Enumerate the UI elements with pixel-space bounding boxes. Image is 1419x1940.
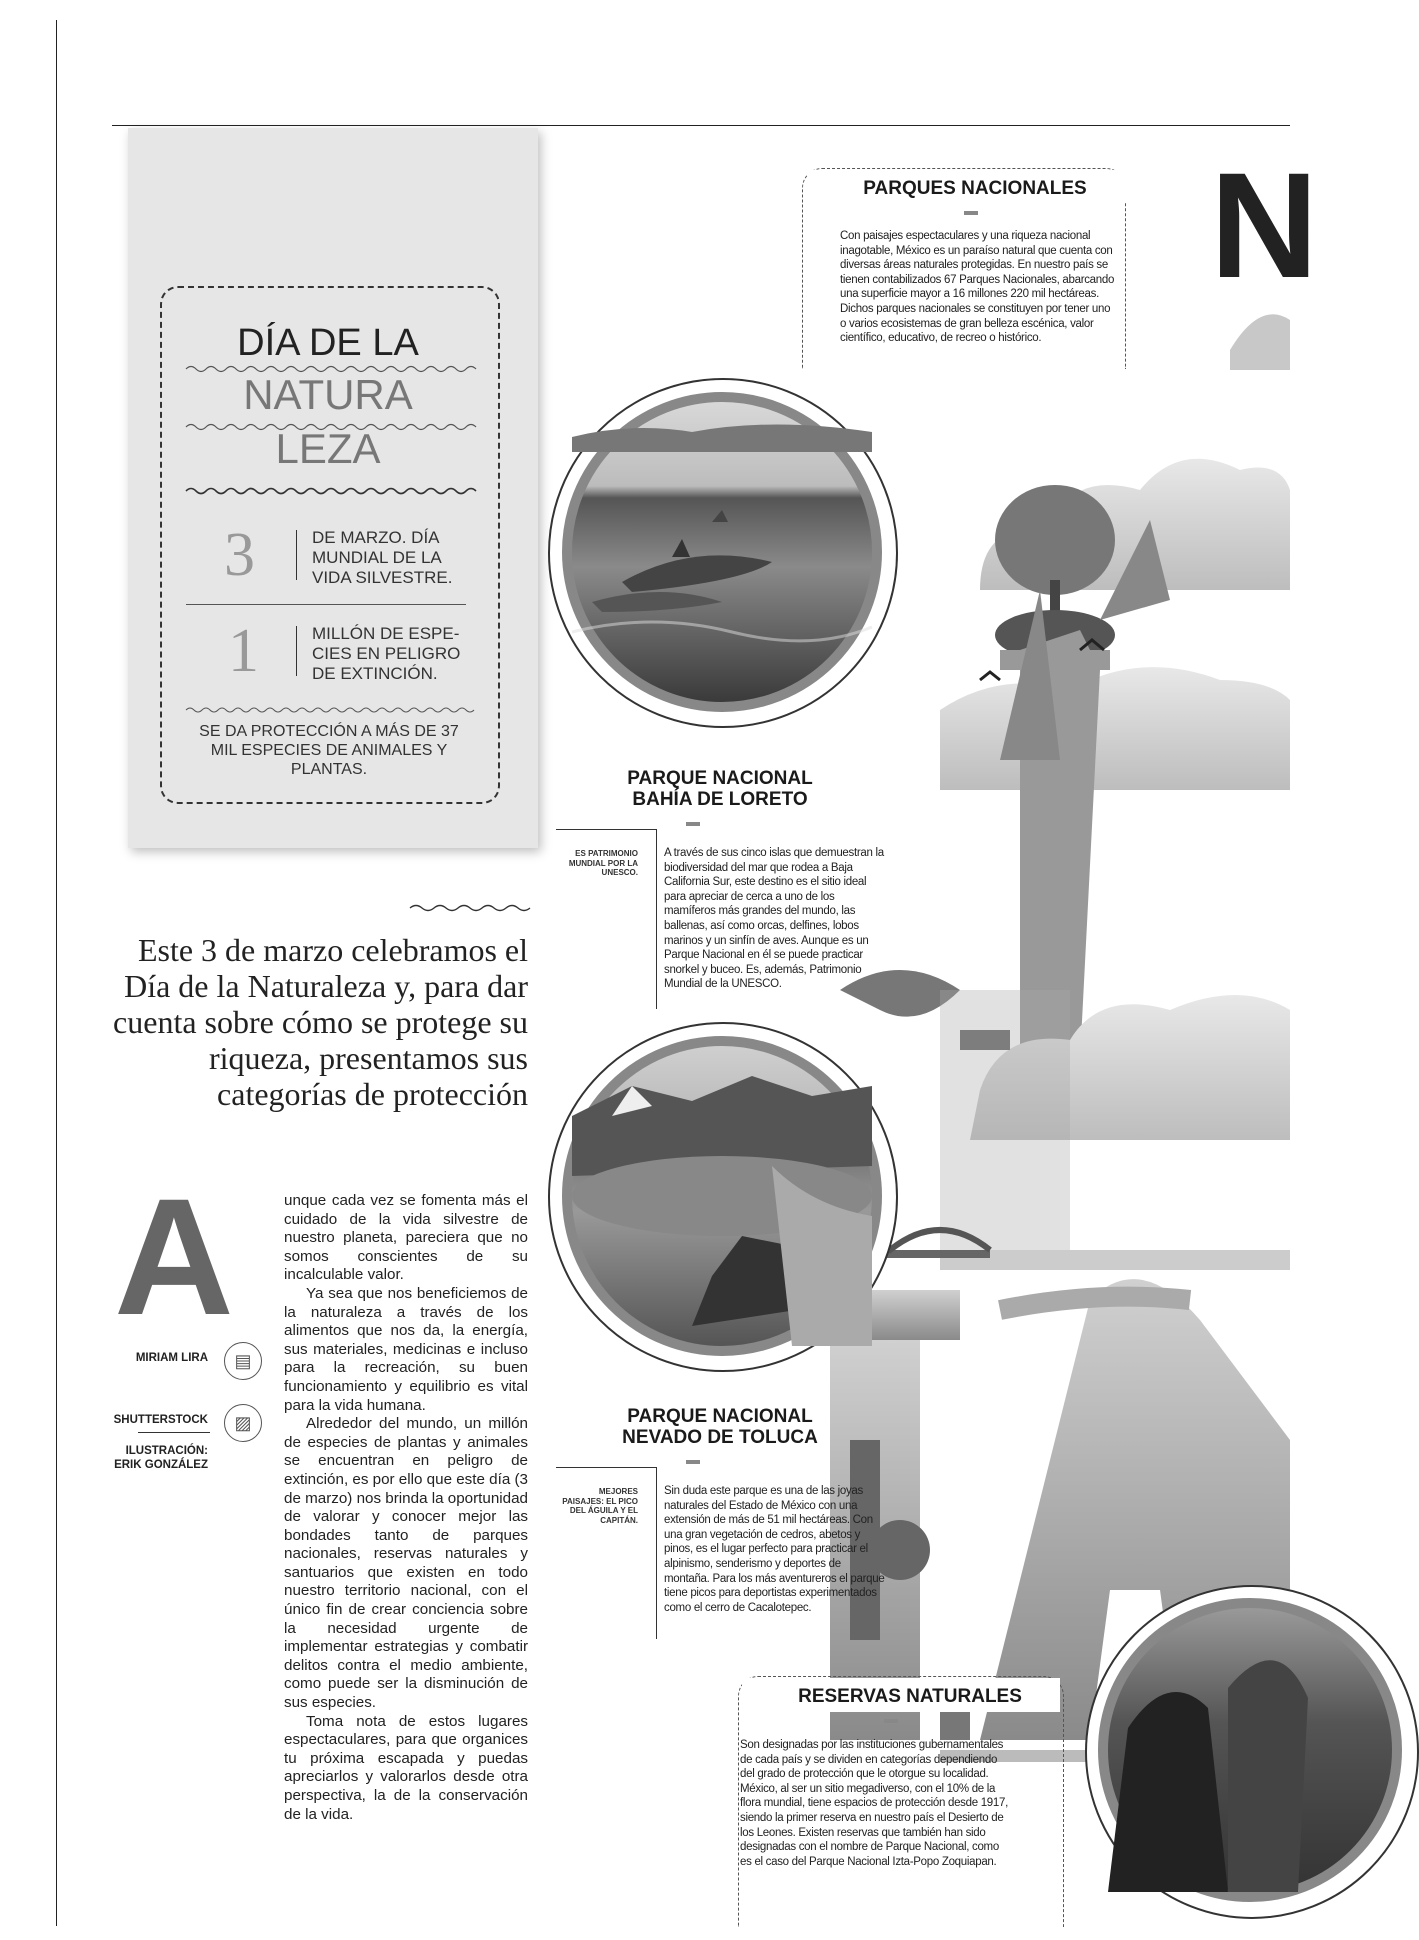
infobox-title-line1: DÍA DE LA (237, 322, 419, 364)
author-credit: MIRIAM LIRA (135, 1352, 208, 1364)
article-body (284, 1192, 528, 1824)
stat-separator (296, 626, 297, 676)
parques-heading: PARQUES NACIONALES (863, 178, 1087, 199)
wave-divider (186, 486, 472, 496)
drop-cap: A (114, 1165, 234, 1350)
loreto-photo (562, 392, 882, 712)
toluca-column-rule (656, 1467, 657, 1639)
stat-divider (186, 604, 466, 605)
title-tick (686, 1460, 700, 1464)
stat-separator (296, 530, 297, 580)
loreto-rule (556, 829, 656, 830)
heading-tick (884, 1719, 898, 1723)
illustration-credit: ILUSTRACIÓN: ERIK GONZÁLEZ (114, 1445, 208, 1471)
lede: Este 3 de marzo celebramos el Día de la Naturaleza y, para dar cuenta sobre cómo se protege su riqueza, presentamos sus categorías de protección (113, 932, 528, 1112)
document-icon: ▤ (224, 1342, 262, 1380)
loreto-note: ES PATRIMONIO MUNDIAL POR LA UNESCO. (568, 849, 638, 877)
wave-divider (186, 706, 472, 714)
stat2-number: 1 (228, 617, 259, 685)
lede-wave (410, 903, 528, 913)
reservas-body: Son designadas por las instituciones gubernamentales de cada país y se dividen en categorías dependiendo del grado de protección que le otorgue su localidad. México, al ser un sitio megadiverso, con el 10% de la flora mundial, tiene espacios de protección desde 1917, siendo la primer reserva en nuestro país el Desierto de los Leones. Existen reservas que también han sido designadas con el nombre de Parque Nacional, como es el caso del Parque Nacional Izta-Popo Zoquiapan. (740, 1739, 1008, 1868)
stat2-text: MILLÓN DE ESPE- CIES EN PELIGRO DE EXTINCIÓN. (312, 624, 461, 683)
big-letter-n: N (1210, 141, 1319, 309)
toluca-photo (562, 1036, 882, 1356)
loreto-body: A través de sus cinco islas que demuestran la biodiversidad del mar que rodea a Baja California Sur, este destino es el sitio ideal para apreciar de cerca a uno de los mamíferos más grandes del mundo, las ballenas, así como orcas, delfines, lobos marinos y un sinfín de aves. Aunque es un Parque Nacional en él se puede practicar snorkel y buceo. Es, además, Patrimonio Mundial de la UNESCO. (664, 847, 884, 991)
loreto-title: PARQUE NACIONAL BAHÍA DE LORETO (627, 768, 813, 810)
toluca-title: PARQUE NACIONAL NEVADO DE TOLUCA (622, 1406, 818, 1448)
article-paragraph: Toma nota de estos lugares espectaculares, para que organices tu próxima escapada y puedas apreciarlos y valorarlos desde otra perspectiva, la de la conservación de la vida. (284, 1712, 528, 1823)
article-paragraph: Alrededor del mundo, un millón de especies de plantas y animales se encuentran en peligro de extinción, es por ello que este día (3 de marzo) nos brinda la oportunidad de valorar y conocer mejor las bondades tanto de parques nacionales, reservas naturales y santuarios que existen en todo nuestro territorio nacional, con el único fin de crear conciencia sobre la necesidad urgente de implementar estrategias y combatir delitos contra el medio ambiente, como puede ser la disminución de sus especies. (284, 1415, 528, 1712)
photo-credit: SHUTTERSTOCK (113, 1414, 208, 1426)
toluca-note: MEJORES PAISAJES: EL PICO DEL ÁGUILA Y EL CAPITÁN. (562, 1487, 638, 1525)
heading-tick (964, 211, 978, 215)
loreto-column-rule (656, 829, 657, 1009)
photo-icon: ▨ (224, 1404, 262, 1442)
parques-body: Con paisajes espectaculares y una riqueza nacional inagotable, México es un paraíso natural que cuenta con diversas áreas naturales protegidas. En nuestro país se tienen contabilizados 67 Parques Nacionales, abarcando una superficie mayor a 16 millones 220 mil hectáreas. Dichos parques nacionales se constituyen por tener uno o varios ecosistemas de gran belleza escénica, valor científico, educativo, de recreo o histórico. (840, 230, 1115, 345)
infobox-footer: SE DA PROTECCIÓN A MÁS DE 37 MIL ESPECIES DE ANIMALES Y PLANTAS. (199, 723, 459, 778)
top-rule (112, 125, 1290, 126)
article-paragraph: unque cada vez se fomenta más el cuidado de la vida silvestre de nuestro planeta, pareciera que no somos conscientes de su incalculable valor. (284, 1192, 528, 1284)
toluca-rule (556, 1467, 656, 1468)
toluca-body: Sin duda este parque es una de las joyas naturales del Estado de México con una extensión de más de 51 mil hectáreas. Con una gran vegetación de cedros, abetos y pinos, es el lugar perfecto para practicar el alpinismo, senderismo y deportes de montaña. Para los más aventureros el parque tiene picos para deportistas experimentados como el cerro de Cacalotepec. (664, 1485, 885, 1614)
infobox-title-line3: LEZA (275, 425, 381, 472)
title-tick (686, 822, 700, 826)
left-margin-rule (56, 20, 57, 1926)
reservas-photo (1098, 1598, 1402, 1902)
stat1-text: DE MARZO. DÍA MUNDIAL DE LA VIDA SILVESTRE. (312, 528, 453, 587)
reservas-heading: RESERVAS NATURALES (798, 1686, 1022, 1707)
infobox-title-line2: NATURA (243, 371, 413, 418)
stat1-number: 3 (224, 521, 255, 589)
article-paragraph: Ya sea que nos beneficiemos de la naturaleza a través de los alimentos que nos da, la energía, sus materiales, medicinas e incluso para la recreación, su buen funcionamiento y equilibrio es vital para la vida humana. (284, 1284, 528, 1414)
